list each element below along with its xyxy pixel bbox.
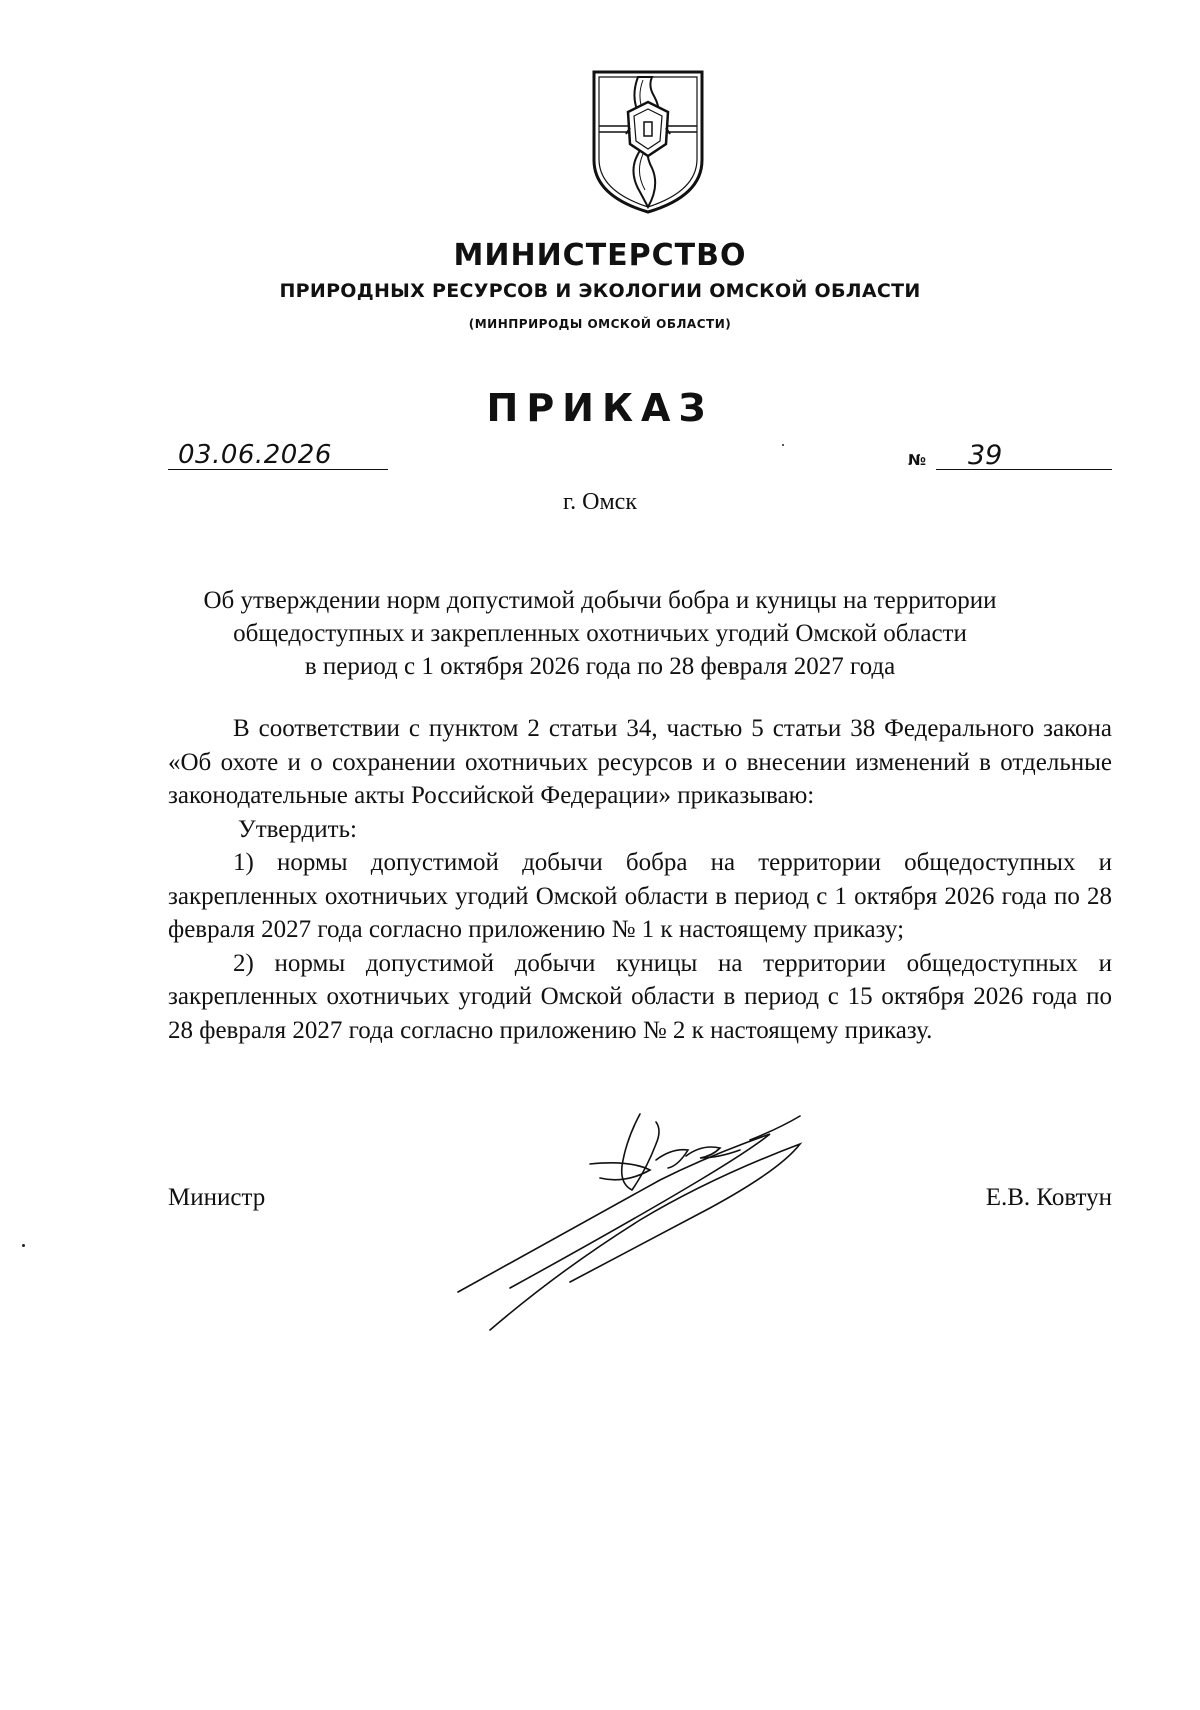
signatory-name: Е.В. Ковтун	[985, 1184, 1112, 1211]
order-subject	[0, 584, 1200, 683]
date-underline	[168, 469, 388, 470]
scan-speck	[782, 444, 784, 446]
order-date: 03.06.2026	[178, 440, 332, 470]
order-body	[168, 712, 1112, 1047]
number-underline	[936, 469, 1112, 470]
coat-of-arms-emblem	[590, 68, 706, 216]
subject-line: в период с 1 октября 2026 года по 28 февраля 2027 года	[304, 653, 896, 680]
ministry-name: МИНИСТЕРСТВО	[453, 238, 747, 273]
issue-city: г. Омск	[563, 489, 637, 515]
ministry-short-name: (МИНПРИРОДЫ ОМСКОЙ ОБЛАСТИ)	[468, 317, 732, 331]
order-number: 39	[968, 440, 1003, 471]
signatory-title: Министр	[168, 1184, 266, 1211]
handwritten-signature	[450, 1100, 890, 1340]
ministry-full-name: ПРИРОДНЫХ РЕСУРСОВ И ЭКОЛОГИИ ОМСКОЙ ОБЛАСТИ	[279, 280, 921, 302]
subject-line: Об утверждении норм допустимой добычи бобра и куницы на территории	[203, 587, 997, 614]
subject-line: общедоступных и закрепленных охотничьих угодий Омской области	[233, 620, 967, 647]
scan-speck	[22, 1244, 25, 1247]
preamble-paragraph: В соответствии с пунктом 2 статьи 34, частью 5 статьи 38 Федерального закона «Об охоте и о сохранении охотничьих ресурсов и о внесении изменений в отдельные законодательные акты Российской Федерации» приказываю:	[168, 715, 1112, 809]
item-2-paragraph: 2) нормы допустимой добычи куницы на территории общедоступных и закрепленных охотничьих угодий Омской области в период с 15 октября 2026 года по 28 февраля 2027 года согласно приложению № 2 к настоящему приказу.	[168, 949, 1112, 1044]
item-1-paragraph: 1) нормы допустимой добычи бобра на территории общедоступных и закрепленных охотничьих угодий Омской области в период с 1 октября 2026 года по 28 февраля 2027 года согласно приложению № 1 к настоящему приказу;	[168, 849, 1112, 943]
approve-paragraph: Утвердить:	[238, 815, 357, 843]
document-type-title: ПРИКАЗ	[486, 386, 714, 430]
number-sign: №	[908, 451, 927, 469]
